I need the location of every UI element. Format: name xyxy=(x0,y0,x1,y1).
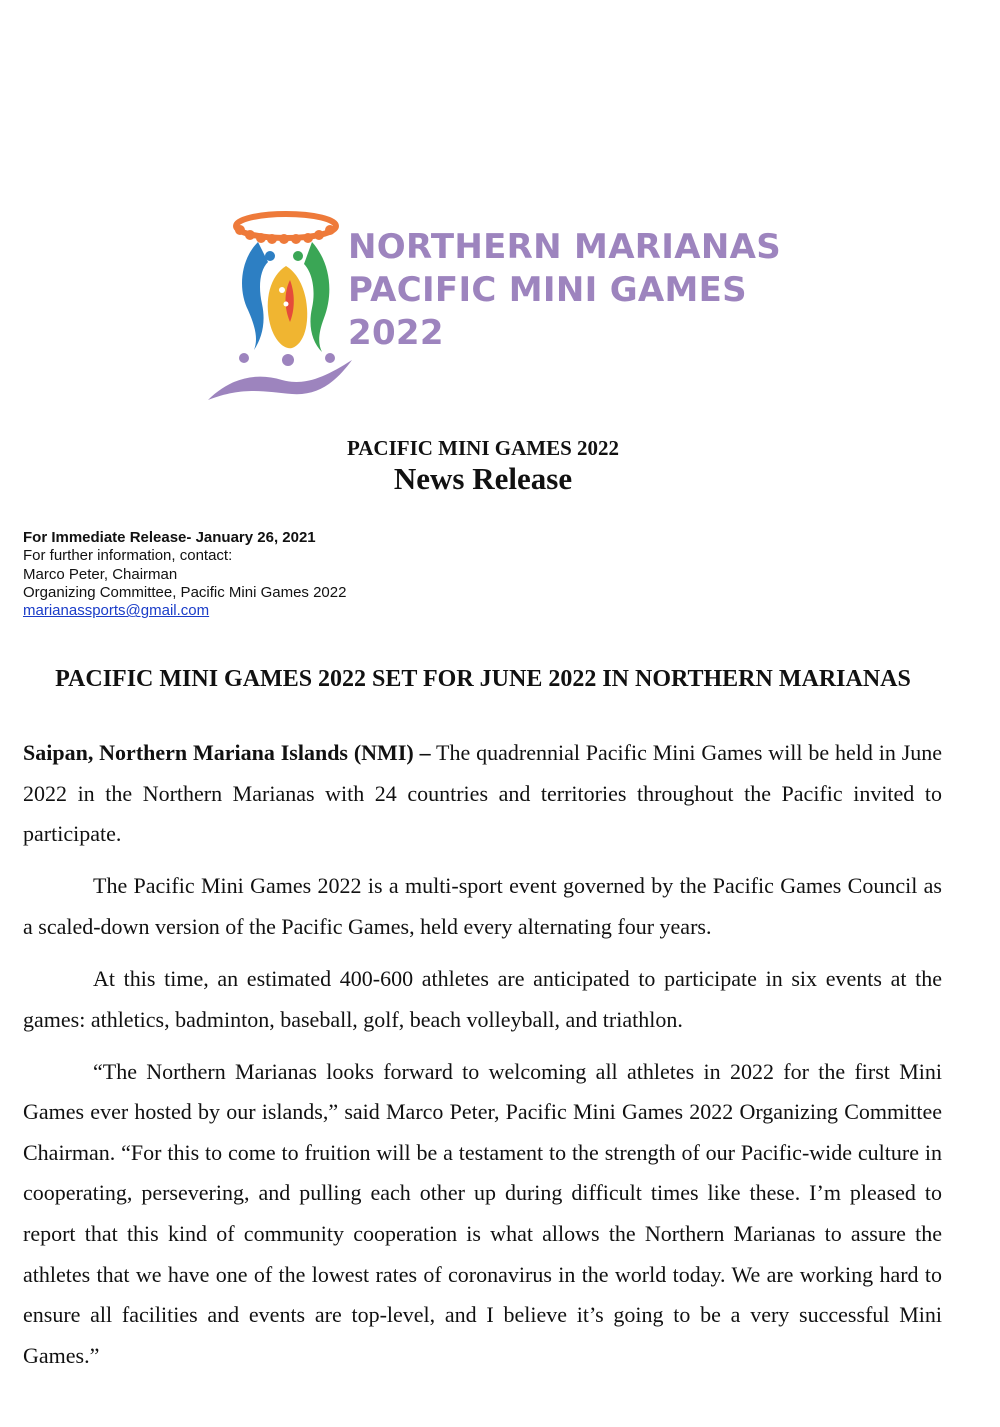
paragraph-4: “The Northern Marianas looks forward to welcoming all athletes in 2022 for the first Mini Games ever hosted by our islands,” said Marco Peter, Pacific Mini Games 2022 Organizing Committee Chairman. “For this to come to fruition will be a testament to the strength of our Pacific-wide culture in cooperating, persevering, and pulling each other up during difficult times like these. I’m pleased to report that this kind of community cooperation is what allows the Northern Marianas to assure the athletes that we have one of the lowest rates of coronavirus in the world today. We are working hard to ensure all facilities and events are top-level, and I believe it’s going to be a very successful Mini Games.” xyxy=(23,1058,942,1368)
games-logo xyxy=(200,200,780,410)
release-type-title: News Release xyxy=(393,461,573,496)
logo-wordmark xyxy=(348,226,781,355)
logo-line-3: 2022 xyxy=(348,313,444,353)
release-date: For Immediate Release- January 26, 2021 xyxy=(23,529,316,546)
contact-name: Marco Peter, Chairman xyxy=(23,565,178,583)
paragraph-1 xyxy=(23,733,942,855)
release-org-title: PACIFIC MINI GAMES 2022 xyxy=(346,436,620,460)
dateline: Saipan, Northern Mariana Islands (NMI) – xyxy=(23,740,431,765)
paragraph-3: At this time, an estimated 400-600 athletes are anticipated to participate in six events at the games: athletics, badminton, baseball, golf, beach volleyball, and triathlon. xyxy=(23,965,942,1032)
paragraph-2: The Pacific Mini Games 2022 is a multi-sport event governed by the Pacific Games Council as a scaled-down version of the Pacific Games, held every alternating four years. xyxy=(23,873,942,939)
contact-email-link[interactable]: marianassports@gmail.com xyxy=(23,602,210,620)
paragraph-1-text: The quadrennial Pacific Mini Games will be held in June 2022 in the Northern Marianas with 24 countries and territories throughout the Pacific invited to participate. xyxy=(23,740,943,847)
news-headline: PACIFIC MINI GAMES 2022 SET FOR JUNE 2022 IN NORTHERN MARIANAS xyxy=(55,666,911,692)
orange-ring-icon xyxy=(235,214,336,244)
contact-block xyxy=(23,529,346,620)
contact-intro: For further information, contact: xyxy=(23,547,233,565)
article-body xyxy=(23,733,942,1388)
logo-line-2: PACIFIC MINI GAMES xyxy=(348,270,747,310)
contact-committee: Organizing Committee, Pacific Mini Games 2022 xyxy=(23,583,347,601)
logo-line-1: NORTHERN MARIANAS xyxy=(348,227,782,267)
games-emblem-icon xyxy=(200,200,360,410)
